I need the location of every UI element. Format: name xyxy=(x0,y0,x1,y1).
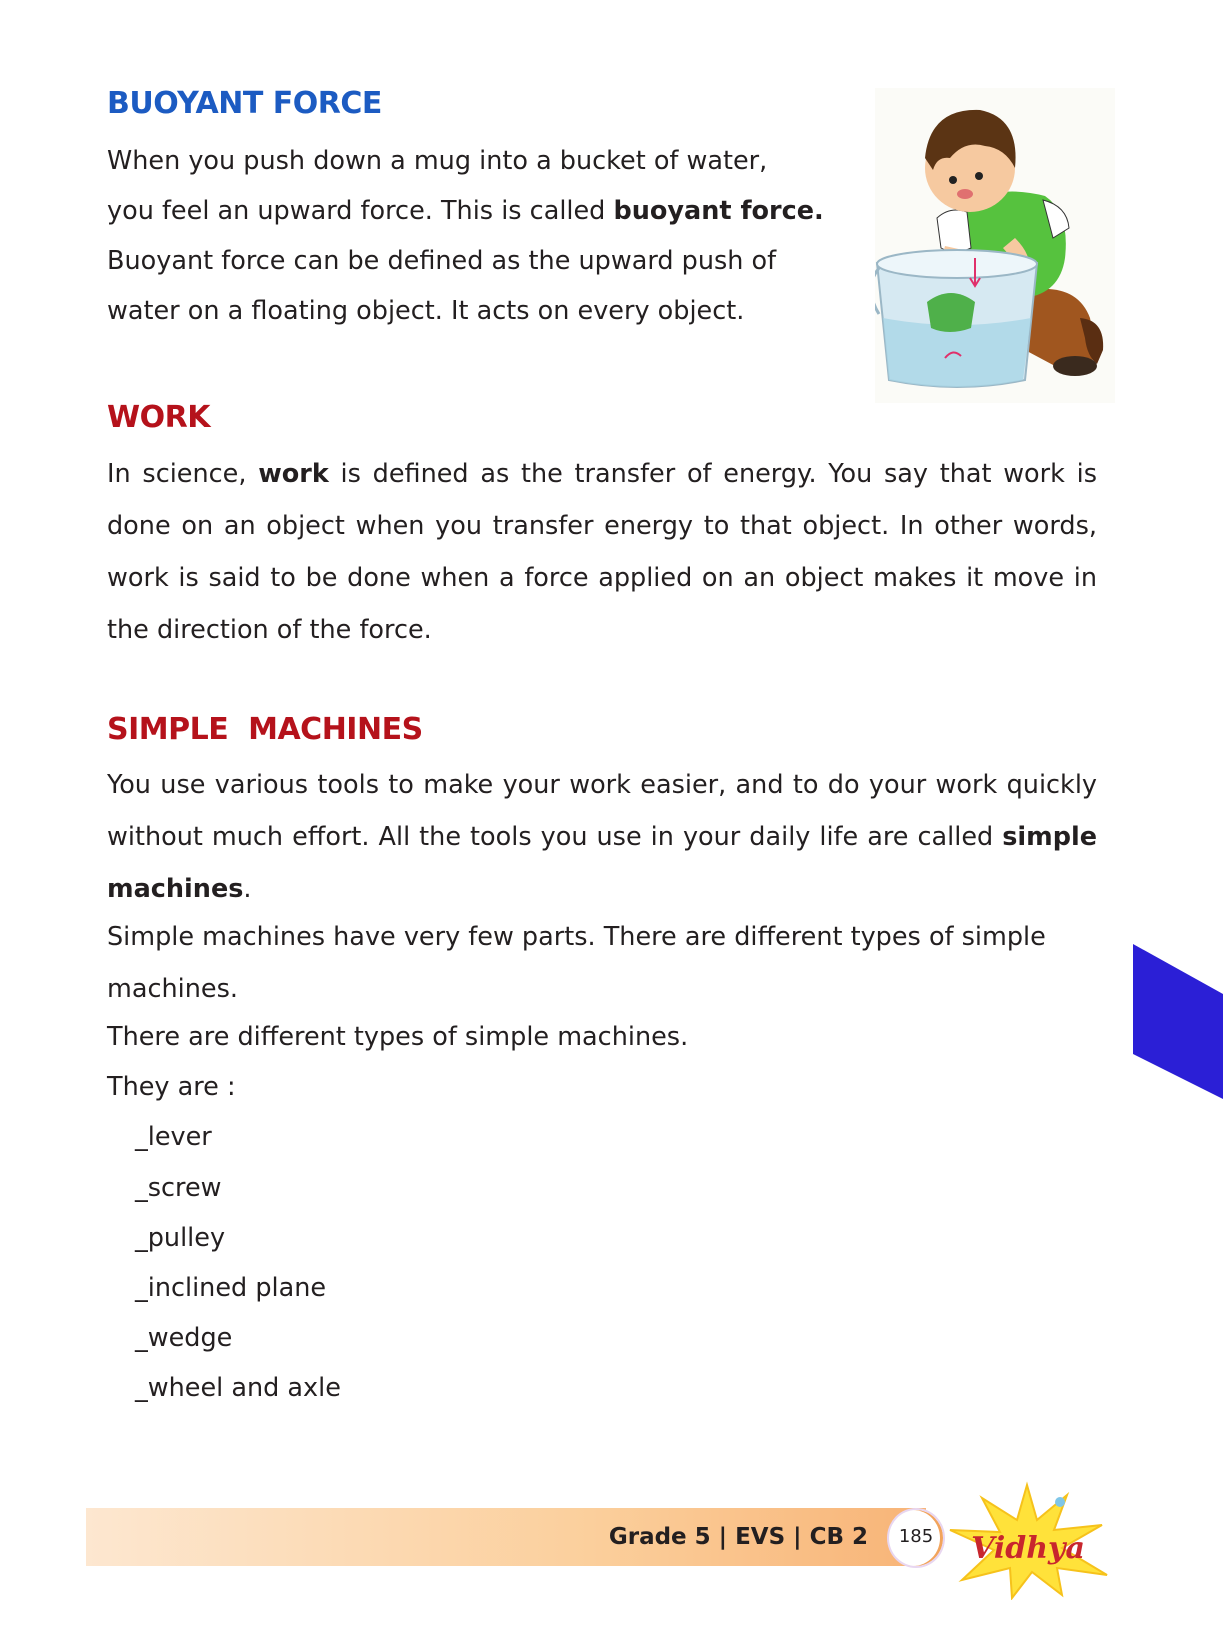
list-item: _screw xyxy=(135,1173,222,1203)
heading-simple-machines: SIMPLE MACHINES xyxy=(107,712,423,747)
list-item: _inclined plane xyxy=(135,1273,327,1303)
work-paragraph: In science, work is defined as the transfer of energy. You say that work is done on an object when you transfer energy to that object. In other words, work is said to be done when a force applied on an object makes it move in the direction of the force. xyxy=(107,459,1098,645)
list-item: _lever xyxy=(135,1122,212,1152)
buoyant-line-4: water on a floating object. It acts on every object. xyxy=(107,296,745,326)
list-item: _wedge xyxy=(135,1323,233,1353)
buoyant-line-1: When you push down a mug into a bucket of water, xyxy=(107,146,768,176)
side-tab-marker xyxy=(1133,944,1223,1099)
buoyant-line-2: you feel an upward force. This is called buoyant force. xyxy=(107,196,824,226)
simple-machines-line-3: There are different types of simple machines. xyxy=(107,1022,689,1052)
footer-label: Grade 5 | EVS | CB 2 xyxy=(608,1524,868,1550)
heading-work: WORK xyxy=(107,400,210,435)
simple-machines-paragraph: You use various tools to make your work easier, and to do your work quickly without much effort. All the tools you use in your daily life are called simple machines. xyxy=(107,770,1097,904)
work-term: work xyxy=(258,459,329,489)
list-item: _pulley xyxy=(135,1223,226,1253)
simple-machines-paragraph-2: Simple machines have very few parts. There are different types of simple machines. xyxy=(107,922,1046,1004)
logo-text: Vidhya xyxy=(971,1531,1085,1566)
buoyant-line-3: Buoyant force can be defined as the upward push of xyxy=(107,246,777,276)
vidhya-logo xyxy=(942,1480,1112,1600)
buoyant-force-term: buoyant force. xyxy=(613,196,824,226)
boy-bucket-illustration xyxy=(875,88,1115,403)
page-number: 185 xyxy=(898,1526,934,1547)
list-item: _wheel and axle xyxy=(135,1373,341,1403)
they-are-line: They are : xyxy=(107,1072,236,1102)
heading-buoyant-force: BUOYANT FORCE xyxy=(107,86,382,121)
simple-machines-term: simple machines xyxy=(107,822,1097,904)
